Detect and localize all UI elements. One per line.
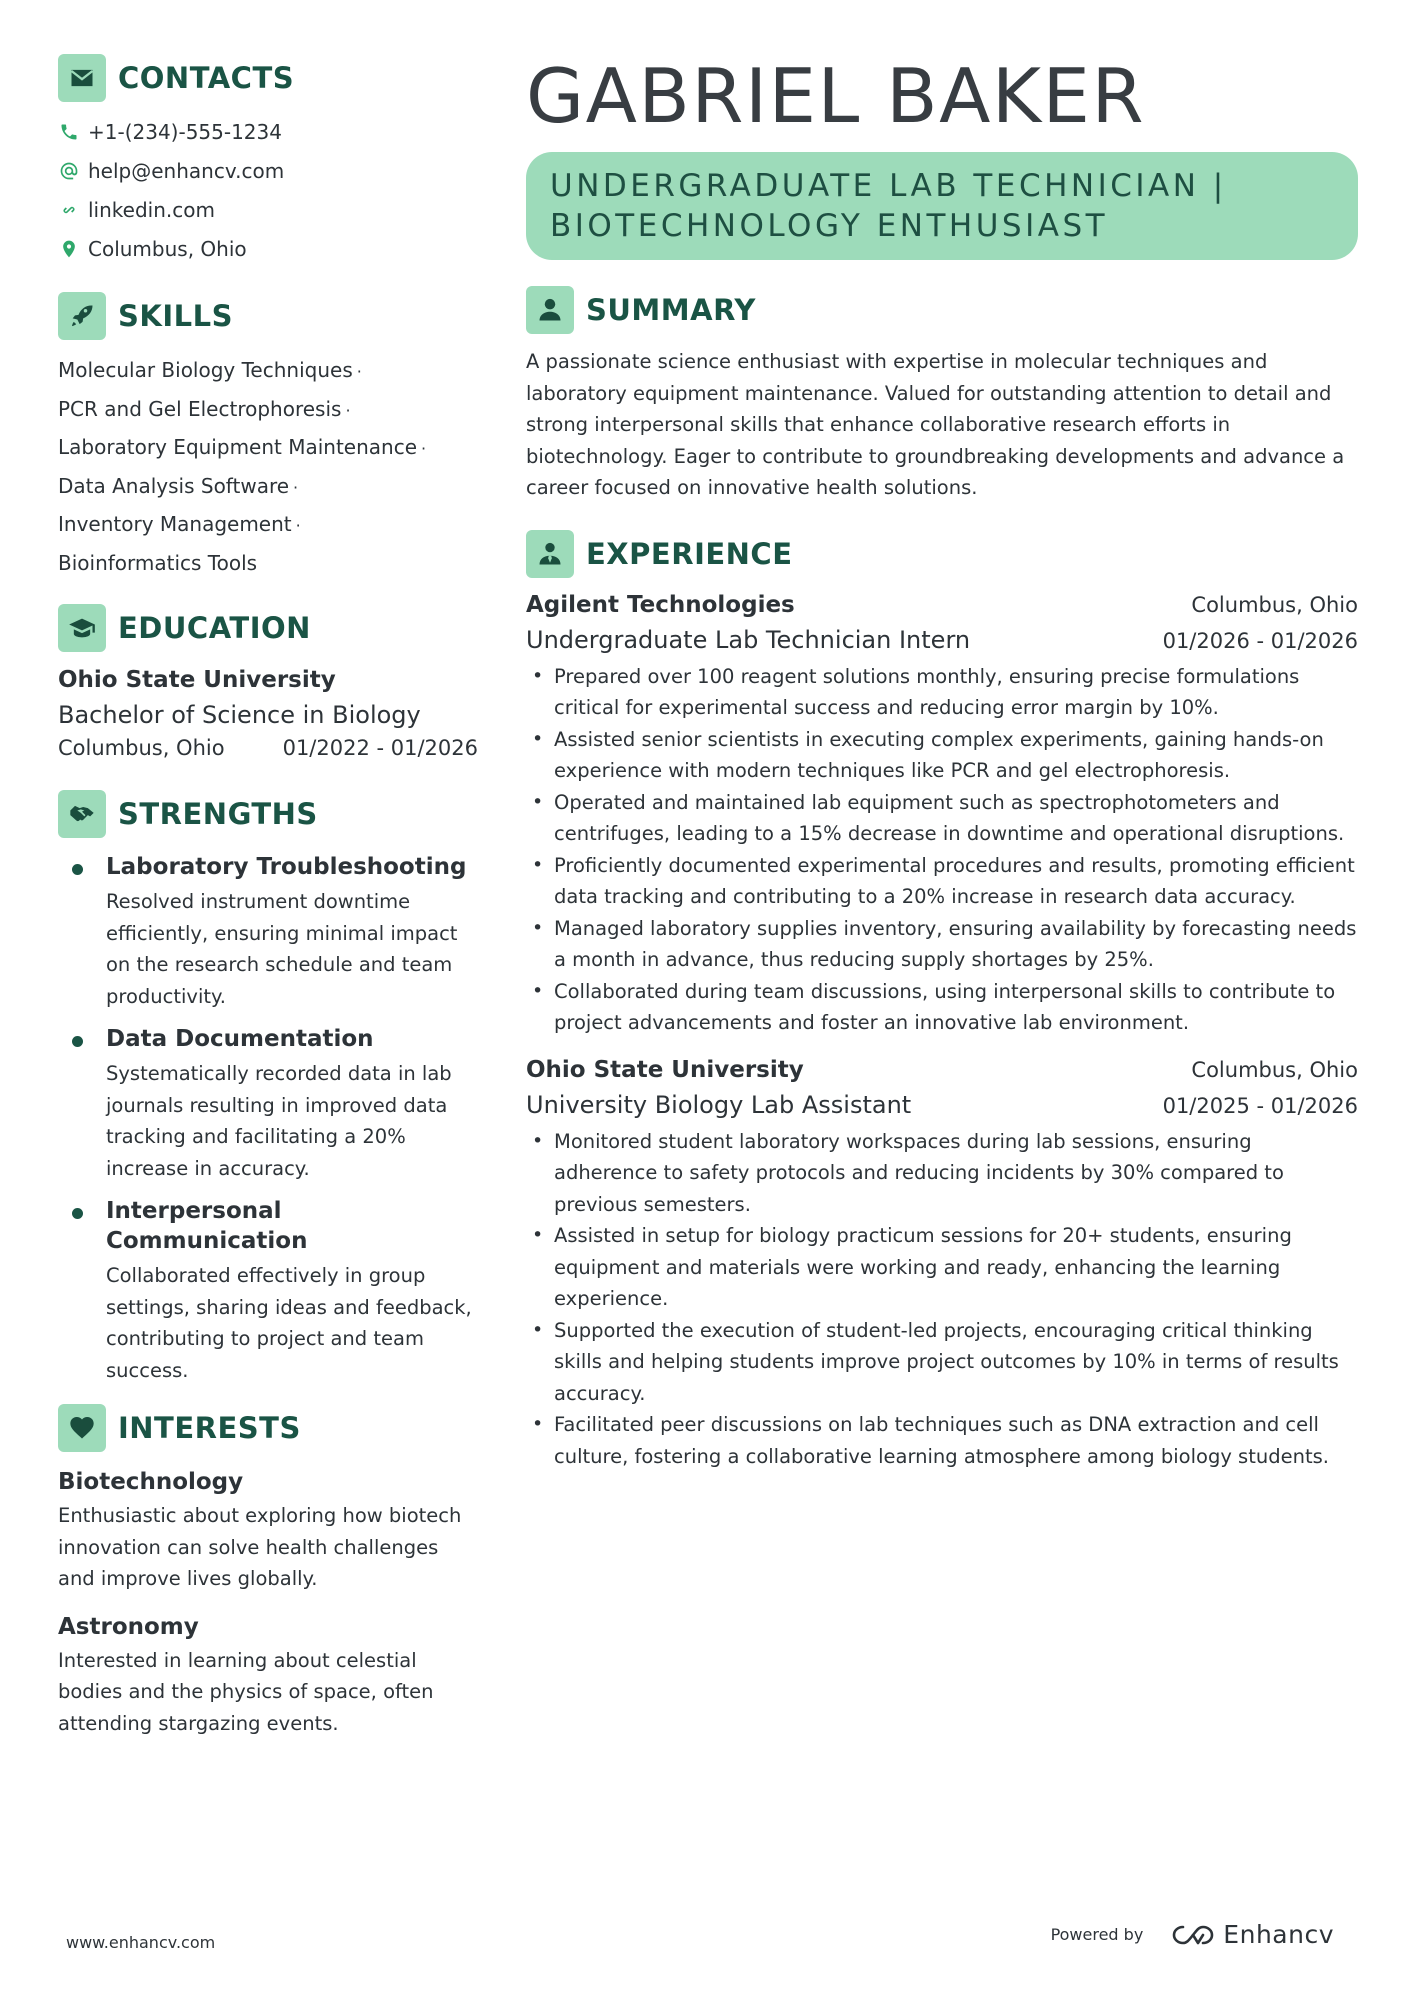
summary-title: SUMMARY [586, 293, 756, 327]
candidate-name: GABRIEL BAKER [526, 52, 1146, 140]
skill-item: Data Analysis Software · [58, 473, 299, 498]
experience-subhead [526, 1087, 1358, 1124]
location-text: Columbus, Ohio [88, 236, 247, 261]
experience-bullet: • Collaborated during team discussions, using interpersonal skills to contribute to project advancements and foster an innovative lab environment. [526, 976, 1358, 1039]
graduation-cap-icon [58, 604, 106, 652]
strengths-title: STRENGTHS [118, 797, 318, 831]
interest-desc: Interested in learning about celestial bodies and the physics of space, often attending stargazing events. [58, 1648, 434, 1735]
skills-header [58, 292, 478, 340]
headline-banner [526, 152, 1358, 260]
experience-subhead [526, 622, 1358, 659]
skill-item: Inventory Management · [58, 512, 301, 536]
contacts-list [58, 112, 478, 268]
contacts-title: CONTACTS [118, 61, 295, 95]
contacts-header [58, 54, 478, 102]
contact-location [58, 229, 478, 268]
experience-entry [526, 1053, 1358, 1473]
powered-by-text: Powered by [1050, 1925, 1144, 1944]
experience-dates: 01/2026 - 01/2026 [1162, 628, 1358, 653]
strengths-header [58, 790, 478, 838]
strength-item [58, 852, 478, 1012]
contact-email[interactable] [58, 151, 478, 190]
email-text: help@enhancv.com [88, 158, 285, 183]
strengths-list [58, 852, 478, 1386]
education-title: EDUCATION [118, 611, 311, 645]
experience-location: Columbus, Ohio [1191, 1057, 1358, 1082]
experience-bullets [526, 661, 1358, 1039]
rocket-icon [58, 292, 106, 340]
bullet-dot [72, 1036, 83, 1047]
interests-title: INTERESTS [118, 1411, 301, 1445]
footer-website[interactable]: www.enhancv.com [66, 1933, 216, 1952]
skill-item: Molecular Biology Techniques · [58, 358, 362, 382]
interest-desc: Enthusiastic about exploring how biotech innovation can solve health challenges and improve lives globally. [58, 1504, 462, 1590]
skill-item: PCR and Gel Electrophoresis · [58, 396, 351, 421]
strength-title: Data Documentation [106, 1026, 374, 1052]
envelope-icon [58, 54, 106, 102]
left-column [58, 54, 478, 1753]
contact-phone[interactable] [58, 112, 478, 151]
strength-desc: Systematically recorded data in lab journals resulting in improved data tracking and facilitating a 20% increase in accuracy. [106, 1062, 452, 1180]
education-degree: Bachelor of Science in Biology [58, 701, 421, 729]
link-icon [58, 199, 80, 221]
education-entry [58, 662, 478, 764]
strength-desc: Resolved instrument downtime efficiently, ensuring minimal impact on the research schedule and team productivity. [106, 890, 458, 1008]
experience-head [526, 1053, 1358, 1087]
interest-title: Biotechnology [58, 1469, 244, 1495]
enhancv-logo-text: Enhancv [1223, 1920, 1334, 1949]
experience-bullet: • Supported the execution of student-led projects, encouraging critical thinking skills and helping students improve project outcomes by 10% in terms of results accuracy. [526, 1315, 1358, 1410]
phone-text: +1-(234)-555-1234 [88, 119, 282, 144]
experience-location: Columbus, Ohio [1191, 592, 1358, 617]
education-location: Columbus, Ohio [58, 736, 225, 760]
experience-bullet: • Facilitated peer discussions on lab techniques such as DNA extraction and cell culture, fostering a collaborative learning atmosphere among biology students. [526, 1409, 1358, 1472]
at-icon [58, 160, 80, 182]
experience-company: Agilent Technologies [526, 591, 795, 618]
interest-title: Astronomy [58, 1613, 199, 1640]
strength-item [58, 1196, 478, 1386]
contact-linkedin[interactable] [58, 190, 478, 229]
strength-item [58, 1024, 478, 1184]
skills-list [58, 352, 478, 582]
handshake-icon [58, 790, 106, 838]
bullet-dot [72, 864, 83, 875]
linkedin-text: linkedin.com [88, 197, 215, 222]
experience-bullet: • Proficiently documented experimental procedures and results, promoting efficient data tracking and contributing to a 20% increase in research data accuracy. [526, 850, 1358, 913]
interests-list [58, 1464, 478, 1739]
experience-bullet: • Assisted senior scientists in executing complex experiments, gaining hands-on experience with modern techniques like PCR and gel electrophoresis. [526, 724, 1358, 787]
experience-company: Ohio State University [526, 1056, 804, 1083]
experience-bullet: • Operated and maintained lab equipment such as spectrophotometers and centrifuges, leading to a 15% decrease in downtime and operational disruptions. [526, 787, 1358, 850]
experience-role: University Biology Lab Assistant [526, 1090, 912, 1119]
experience-title: EXPERIENCE [586, 536, 793, 571]
experience-bullet: • Assisted in setup for biology practicum sessions for 20+ students, ensuring equipment and materials were working and ready, enhancing the learning experience. [526, 1220, 1358, 1315]
experience-header [526, 530, 1358, 578]
enhancv-logo-icon [1169, 1922, 1217, 1948]
strength-title: Laboratory Troubleshooting [106, 854, 467, 880]
skill-item: Laboratory Equipment Maintenance · [58, 435, 427, 459]
experience-bullet: • Prepared over 100 reagent solutions monthly, ensuring precise formulations critical for experimental success and reducing error margin by 10%. [526, 661, 1358, 724]
interest-item [58, 1464, 478, 1595]
experience-bullet: • Managed laboratory supplies inventory, ensuring availability by forecasting needs a month in advance, thus reducing supply shortages by 25%. [526, 913, 1358, 976]
education-meta [58, 732, 478, 764]
bullet-dot [72, 1208, 83, 1219]
experience-bullet: • Monitored student laboratory workspaces during lab sessions, ensuring adherence to safety protocols and reducing incidents by 30% compared to previous semesters. [526, 1126, 1358, 1221]
skills-title: SKILLS [118, 299, 233, 333]
summary-header [526, 286, 1358, 334]
enhancv-logo[interactable] [1169, 1920, 1334, 1949]
strength-title: Interpersonal Communication [106, 1198, 308, 1254]
headline-line-2: BIOTECHNOLOGY ENTHUSIAST [550, 208, 1109, 244]
headline-line-1: UNDERGRADUATE LAB TECHNICIAN | [550, 168, 1227, 204]
skill-item: Bioinformatics Tools [58, 550, 258, 575]
experience-bullets [526, 1126, 1358, 1473]
strength-desc: Collaborated effectively in group settings, sharing ideas and feedback, contributing to project and team success. [106, 1264, 472, 1382]
experience-dates: 01/2025 - 01/2026 [1162, 1093, 1358, 1118]
person-icon [526, 286, 574, 334]
experience-head [526, 588, 1358, 622]
location-pin-icon [58, 238, 80, 260]
education-dates: 01/2022 - 01/2026 [282, 736, 478, 760]
heart-icon [58, 1404, 106, 1452]
interest-item [58, 1609, 478, 1740]
interests-header [58, 1404, 478, 1452]
right-column [526, 52, 1358, 1472]
education-school: Ohio State University [58, 667, 336, 693]
phone-icon [58, 121, 80, 143]
experience-role: Undergraduate Lab Technician Intern [526, 625, 971, 654]
footer-branding [1051, 1920, 1334, 1949]
education-header [58, 604, 478, 652]
person-tie-icon [526, 530, 574, 578]
summary-text: A passionate science enthusiast with expertise in molecular techniques and laboratory equipment maintenance. Valued for outstanding attention to detail and strong interpersonal skills that enhance collaborative research efforts in biotechnology. Eager to contribute to groundbreaking developments and advance a career focused on innovative health solutions. [526, 350, 1345, 499]
experience-entry [526, 588, 1358, 1039]
